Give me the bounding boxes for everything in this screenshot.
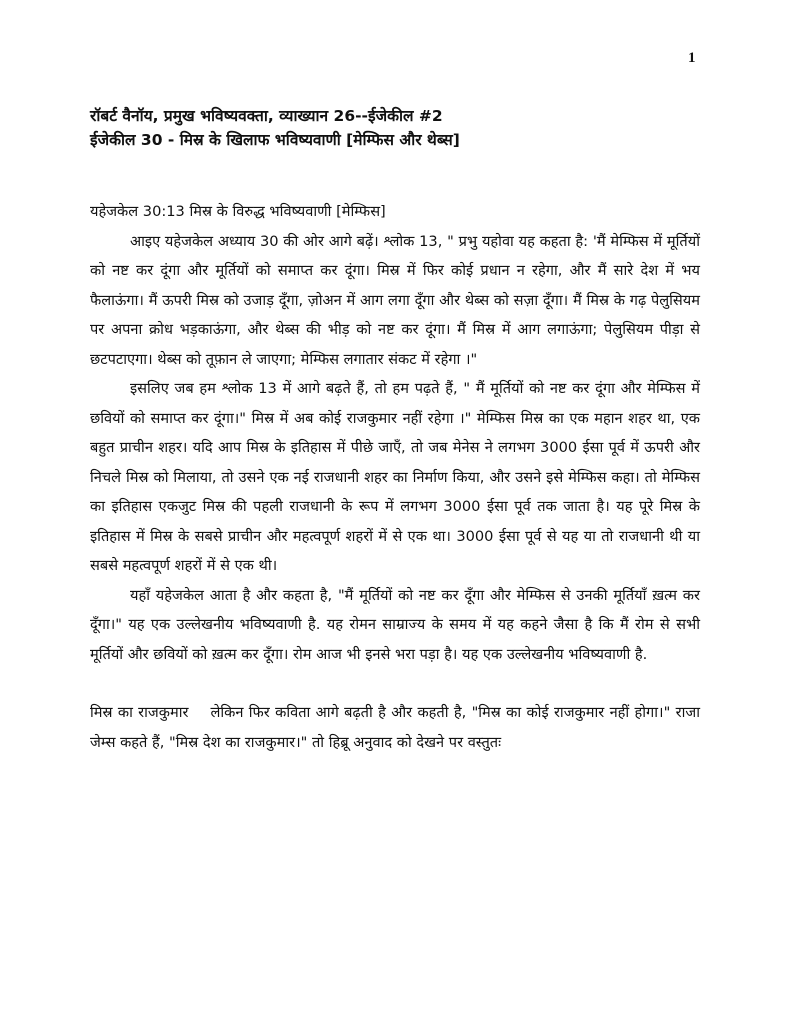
document-body — [90, 197, 700, 757]
paragraph-text: लेकिन फिर कविता आगे बढ़ती है और कहती है, "मिस्र का कोई राजकुमार नहीं होगा।" राजा जेम्स कहते हैं, "मिस्र देश का राजकुमार।" तो हिब्रू अनुवाद को देखने पर वस्तुतः — [90, 704, 700, 751]
paragraph: यहाँ यहेजकेल आता है और कहता है, "मैं मूर्तियों को नष्ट कर दूँगा और मेम्फिस से उनकी मूर्तियाँ ख़त्म कर दूँगा।" यह एक उल्लेखनीय भविष्यवाणी है. यह रोमन साम्राज्य के समय में यह कहने जैसा है कि मैं रोम से सभी मूर्तियों और छवियों को ख़त्म कर दूँगा। रोम आज भी इनसे भरा पड़ा है। यह एक उल्लेखनीय भविष्यवाणी है. — [90, 586, 700, 663]
paragraph: आइए यहेजकेल अध्याय 30 की ओर आगे बढ़ें। श्लोक 13, " प्रभु यहोवा यह कहता है: 'मैं मेम्फिस में मूर्तियों को नष्ट कर दूंगा और मूर्तियों को समाप्त कर दूंगा। मिस्र में फिर कोई प्रधान न रहेगा, और मैं सारे देश में भय फैलाऊंगा। मैं ऊपरी मिस्र को उजाड़ दूँगा, ज़ोअन में आग लगा दूँगा और थेब्स को सज़ा दूँगा। मैं मिस्र के गढ़ पेलुसियम पर अपना क्रोध भड़काऊंगा, और थेब्स की भीड़ को नष्ट कर दूंगा। मैं मिस्र में आग लगाऊंगा; पेलुसियम पीड़ा से छटपटाएगा। थेब्स को तूफ़ान ले जाएगा; मेम्फिस लगातार संकट में रहेगा ।" — [90, 232, 700, 368]
section-spacer — [90, 669, 700, 698]
section-heading-memphis: यहेजकेल 30:13 मिस्र के विरुद्ध भविष्यवाणी [मेम्फिस] — [90, 203, 386, 220]
paragraph: इसलिए जब हम श्लोक 13 में आगे बढ़ते हैं, तो हम पढ़ते हैं, " मैं मूर्तियों को नष्ट कर दूंगा और मेम्फिस में छवियों को समाप्त कर दूंगा।" मिस्र में अब कोई राजकुमार नहीं रहेगा ।" मेम्फिस मिस्र का एक महान शहर था, एक बहुत प्राचीन शहर। यदि आप मिस्र के इतिहास में पीछे जाएँ, तो जब मेनेस ने लगभग 3000 ईसा पूर्व में ऊपरी और निचले मिस्र को मिलाया, तो उसने एक नई राजधानी शहर का निर्माण किया, और उसने इसे मेम्फिस कहा। तो मेम्फिस का इतिहास एकजुट मिस्र की पहली राजधानी के रूप में लगभग 3000 ईसा पूर्व तक जाता है। यह पूरे मिस्र के इतिहास में मिस्र के सबसे प्राचीन और महत्वपूर्ण शहरों में से एक था। 3000 ईसा पूर्व से यह या तो राजधानी थी या सबसे महत्वपूर्ण शहरों में से एक थी। — [90, 380, 700, 574]
title-line-1: रॉबर्ट वैनॉय, प्रमुख भविष्यवक्ता, व्याख्यान 26--ईजेकील #2 — [90, 107, 443, 125]
title-line-2: ईजेकील 30 - मिस्र के खिलाफ भविष्यवाणी [मेम्फिस और थेब्स] — [90, 131, 460, 149]
lecture-title — [90, 104, 710, 152]
paragraph-prince-of-egypt — [90, 698, 700, 757]
section-heading-prince: मिस्र का राजकुमार — [90, 704, 189, 721]
page-number: 1 — [688, 50, 696, 66]
